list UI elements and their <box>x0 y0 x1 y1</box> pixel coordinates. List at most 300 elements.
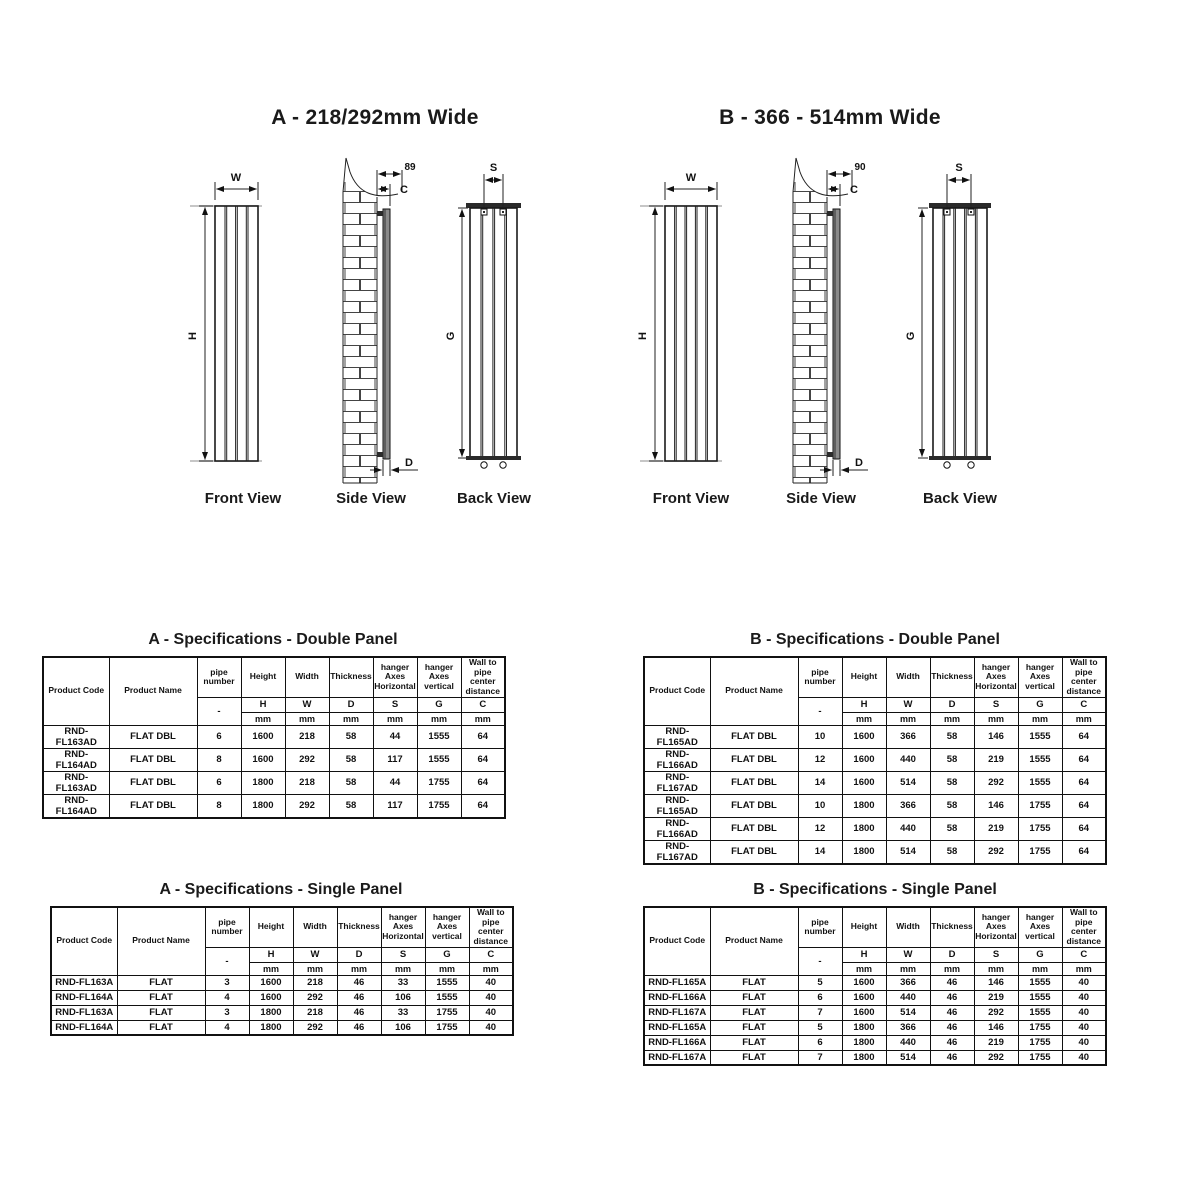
cell: FLAT <box>710 1035 798 1050</box>
cell: 1755 <box>417 794 461 818</box>
header-col-label: hanger Axes vertical <box>1018 907 1062 947</box>
cell: 1600 <box>241 725 285 748</box>
table-row <box>644 990 1106 1005</box>
cell: FLAT <box>117 990 205 1005</box>
cell: 64 <box>1062 817 1106 840</box>
cell: 46 <box>930 1035 974 1050</box>
cell: 64 <box>461 725 505 748</box>
header-col-unit: mm <box>469 962 513 975</box>
cell: RND-FL164AD <box>43 748 109 771</box>
table-b-double-block <box>643 631 1107 865</box>
cell: 218 <box>293 975 337 990</box>
header-col-label: hanger Axes Horizontal <box>381 907 425 947</box>
header-col-unit: mm <box>930 712 974 725</box>
cell: 1600 <box>249 990 293 1005</box>
table-b-double-title: B - Specifications - Double Panel <box>750 631 1000 648</box>
table-row <box>43 725 505 748</box>
header-col-unit: mm <box>886 962 930 975</box>
table-a-double-title: A - Specifications - Double Panel <box>148 631 398 648</box>
header-col-symbol: C <box>1062 947 1106 962</box>
cell: 58 <box>930 794 974 817</box>
header-col-symbol: G <box>1018 697 1062 712</box>
side-view <box>786 146 868 507</box>
cell: 40 <box>1062 1050 1106 1065</box>
header-product-code: Product Code <box>51 907 117 975</box>
header-col-symbol: H <box>241 697 285 712</box>
cell: 64 <box>1062 771 1106 794</box>
back-view <box>445 162 531 507</box>
header-col-label: Thickness <box>337 907 381 947</box>
cell: 1600 <box>842 1005 886 1020</box>
cell: 1755 <box>425 1005 469 1020</box>
cell: 106 <box>381 990 425 1005</box>
section-b-title: B - 366 - 514mm Wide <box>719 106 941 129</box>
header-col-label: Thickness <box>329 657 373 697</box>
wall-bracket-top <box>827 211 833 216</box>
side-view <box>336 146 418 507</box>
table-row <box>644 975 1106 990</box>
table-a-single-title: A - Specifications - Single Panel <box>159 881 403 898</box>
cell: RND-FL165AD <box>644 725 710 748</box>
cell: 1755 <box>1018 1035 1062 1050</box>
rail-bottom <box>929 456 991 460</box>
header-col-unit: mm <box>1018 712 1062 725</box>
cell: RND-FL163AD <box>43 771 109 794</box>
header-col-symbol: G <box>425 947 469 962</box>
dim-label-d: D <box>405 457 413 469</box>
pipe-connection-left <box>944 462 950 468</box>
spec-table-a-single <box>50 906 514 1036</box>
cell: 1600 <box>249 975 293 990</box>
radiator-side-profile <box>383 209 390 459</box>
cell: 1555 <box>425 990 469 1005</box>
wall-bracket-bottom <box>377 452 383 457</box>
header-col-unit: mm <box>285 712 329 725</box>
header-col-symbol: W <box>293 947 337 962</box>
cell: 46 <box>930 975 974 990</box>
cell: 440 <box>886 990 930 1005</box>
table-row <box>43 748 505 771</box>
cell: 40 <box>1062 990 1106 1005</box>
radiator-side-profile <box>833 209 840 459</box>
dim-label-s: S <box>489 162 498 174</box>
pipe-connection-left <box>481 462 487 468</box>
cell: 3 <box>205 1005 249 1020</box>
section-a-diagrams <box>150 106 600 516</box>
header-col-unit: mm <box>241 712 285 725</box>
cell: 58 <box>930 748 974 771</box>
cell: 6 <box>798 990 842 1005</box>
cell: 7 <box>798 1050 842 1065</box>
cell: 1755 <box>1018 1050 1062 1065</box>
cell: 292 <box>285 748 329 771</box>
dim-label-wall-offset: 90 <box>854 162 866 173</box>
header-product-code: Product Code <box>644 907 710 975</box>
table-row <box>644 748 1106 771</box>
header-col-symbol: C <box>1062 697 1106 712</box>
header-col-unit: mm <box>417 712 461 725</box>
cell: 58 <box>329 748 373 771</box>
cell: 46 <box>337 1020 381 1035</box>
cell: 46 <box>337 975 381 990</box>
header-col-symbol: H <box>842 697 886 712</box>
table-row <box>644 725 1106 748</box>
pipe-connection-right <box>968 462 974 468</box>
back-view-label: Back View <box>457 490 531 507</box>
header-product-code: Product Code <box>644 657 710 725</box>
cell: 146 <box>974 725 1018 748</box>
table-row <box>51 990 513 1005</box>
header-col-label: Wall to pipe center distance <box>469 907 513 947</box>
cell: 292 <box>974 840 1018 864</box>
pipe-connection-right <box>500 462 506 468</box>
cell: 1755 <box>1018 794 1062 817</box>
cell: FLAT DBL <box>710 748 798 771</box>
cell: 10 <box>798 725 842 748</box>
cell: RND-FL164AD <box>43 794 109 818</box>
cell: 218 <box>285 725 329 748</box>
cell: FLAT DBL <box>109 725 197 748</box>
cell: 8 <box>197 748 241 771</box>
cell: FLAT DBL <box>710 817 798 840</box>
header-col-symbol: H <box>249 947 293 962</box>
cell: 1600 <box>842 748 886 771</box>
header-col-symbol: W <box>886 947 930 962</box>
cell: 292 <box>293 990 337 1005</box>
cell: 1600 <box>842 990 886 1005</box>
cell: FLAT DBL <box>710 771 798 794</box>
header-col-label: hanger Axes Horizontal <box>373 657 417 697</box>
header-col-label: Wall to pipe center distance <box>461 657 505 697</box>
cell: 1800 <box>842 817 886 840</box>
header-col-label: Width <box>285 657 329 697</box>
cell: FLAT <box>710 990 798 1005</box>
back-view-label: Back View <box>923 490 997 507</box>
cell: 8 <box>197 794 241 818</box>
cell: FLAT DBL <box>109 748 197 771</box>
header-col-unit: mm <box>1062 712 1106 725</box>
cell: 1600 <box>842 771 886 794</box>
table-row <box>644 1005 1106 1020</box>
cell: 292 <box>285 794 329 818</box>
cell: 10 <box>798 794 842 817</box>
cell: 1555 <box>1018 748 1062 771</box>
cell: 146 <box>974 1020 1018 1035</box>
cell: 1755 <box>1018 1020 1062 1035</box>
cell: RND-FL166AD <box>644 817 710 840</box>
table-b-single-title: B - Specifications - Single Panel <box>753 881 997 898</box>
cell: 40 <box>1062 1005 1106 1020</box>
cell: 106 <box>381 1020 425 1035</box>
cell: 46 <box>337 990 381 1005</box>
cell: 64 <box>461 748 505 771</box>
cell: 1800 <box>241 771 285 794</box>
front-view-label: Front View <box>204 490 282 507</box>
wall-bracket-bottom <box>827 452 833 457</box>
table-row <box>644 817 1106 840</box>
cell: FLAT DBL <box>109 794 197 818</box>
cell: 1800 <box>842 794 886 817</box>
cell: 1555 <box>425 975 469 990</box>
cell: 514 <box>886 840 930 864</box>
cell: RND-FL166A <box>644 990 710 1005</box>
header-col-unit: mm <box>249 962 293 975</box>
header-col-symbol: S <box>381 947 425 962</box>
cell: 6 <box>798 1035 842 1050</box>
cell: 146 <box>974 975 1018 990</box>
header-col-unit: mm <box>329 712 373 725</box>
cell: 40 <box>1062 975 1106 990</box>
cell: FLAT <box>117 1005 205 1020</box>
cell: 514 <box>886 1005 930 1020</box>
cell: 44 <box>373 771 417 794</box>
header-product-name: Product Name <box>109 657 197 725</box>
cell: 366 <box>886 794 930 817</box>
cell: 64 <box>1062 725 1106 748</box>
cell: 40 <box>469 990 513 1005</box>
dim-label-w: W <box>230 172 242 184</box>
cell: 1555 <box>417 748 461 771</box>
cell: 1600 <box>241 748 285 771</box>
header-col-label: Wall to pipe center distance <box>1062 657 1106 697</box>
front-view <box>637 172 730 507</box>
cell: 1800 <box>241 794 285 818</box>
cell: 1555 <box>417 725 461 748</box>
cell: 1755 <box>417 771 461 794</box>
cell: RND-FL164A <box>51 990 117 1005</box>
cell: FLAT <box>710 1050 798 1065</box>
cell: 1555 <box>1018 725 1062 748</box>
cell: FLAT <box>117 1020 205 1035</box>
header-col-label: pipe number <box>798 907 842 947</box>
cell: 366 <box>886 1020 930 1035</box>
cell: 33 <box>381 975 425 990</box>
cell: 4 <box>205 990 249 1005</box>
cell: 12 <box>798 748 842 771</box>
table-row <box>644 1035 1106 1050</box>
cell: 46 <box>930 1050 974 1065</box>
cell: 64 <box>461 771 505 794</box>
cell: 46 <box>930 990 974 1005</box>
cell: 292 <box>974 771 1018 794</box>
cell: 219 <box>974 748 1018 771</box>
section-b-diagrams <box>600 106 1060 516</box>
cell: 1555 <box>1018 1005 1062 1020</box>
header-col-symbol: - <box>798 947 842 975</box>
front-view-label: Front View <box>652 490 730 507</box>
cell: RND-FL165A <box>644 975 710 990</box>
cell: 219 <box>974 1035 1018 1050</box>
dim-label-g: G <box>445 331 457 341</box>
header-col-label: Width <box>886 657 930 697</box>
header-col-unit: mm <box>1062 962 1106 975</box>
cell: RND-FL163AD <box>43 725 109 748</box>
cell: 14 <box>798 771 842 794</box>
header-product-name: Product Name <box>710 907 798 975</box>
spec-table-b-double <box>643 656 1107 865</box>
table-row <box>644 1020 1106 1035</box>
table-row <box>644 1050 1106 1065</box>
spec-table-b-single <box>643 906 1107 1066</box>
cell: 514 <box>886 771 930 794</box>
cell: RND-FL167A <box>644 1005 710 1020</box>
cell: RND-FL167AD <box>644 771 710 794</box>
header-col-symbol: S <box>373 697 417 712</box>
cell: FLAT <box>710 1020 798 1035</box>
cell: 146 <box>974 794 1018 817</box>
cell: 117 <box>373 748 417 771</box>
table-a-double-block <box>42 631 504 819</box>
table-row <box>644 771 1106 794</box>
header-col-label: hanger Axes vertical <box>425 907 469 947</box>
cell: 40 <box>469 1020 513 1035</box>
header-col-label: hanger Axes vertical <box>417 657 461 697</box>
cell: FLAT DBL <box>109 771 197 794</box>
rail-bottom <box>466 456 521 460</box>
cell: 40 <box>1062 1035 1106 1050</box>
header-col-label: Thickness <box>930 907 974 947</box>
front-view <box>187 172 282 507</box>
header-col-unit: mm <box>886 712 930 725</box>
header-col-unit: mm <box>974 712 1018 725</box>
cell: 46 <box>930 1020 974 1035</box>
cell: 1600 <box>842 975 886 990</box>
cell: 1800 <box>842 1035 886 1050</box>
cell: 58 <box>930 725 974 748</box>
cell: 12 <box>798 817 842 840</box>
cell: 40 <box>1062 1020 1106 1035</box>
cell: RND-FL163A <box>51 1005 117 1020</box>
header-col-label: Height <box>241 657 285 697</box>
cell: 514 <box>886 1050 930 1065</box>
cell: 14 <box>798 840 842 864</box>
cell: 40 <box>469 1005 513 1020</box>
cell: 64 <box>1062 840 1106 864</box>
cell: 33 <box>381 1005 425 1020</box>
header-col-label: Height <box>842 907 886 947</box>
cell: 366 <box>886 725 930 748</box>
cell: 58 <box>930 817 974 840</box>
table-row <box>51 1005 513 1020</box>
cell: 7 <box>798 1005 842 1020</box>
header-col-symbol: S <box>974 947 1018 962</box>
cell: 6 <box>197 725 241 748</box>
cell: 1755 <box>425 1020 469 1035</box>
cell: 440 <box>886 817 930 840</box>
header-col-unit: mm <box>381 962 425 975</box>
cell: FLAT DBL <box>710 794 798 817</box>
header-col-unit: mm <box>974 962 1018 975</box>
header-col-unit: mm <box>1018 962 1062 975</box>
wall-bracket-top <box>377 211 383 216</box>
table-row <box>644 794 1106 817</box>
cell: 58 <box>329 794 373 818</box>
cell: RND-FL167A <box>644 1050 710 1065</box>
dim-label-h: H <box>187 332 199 340</box>
cell: 46 <box>337 1005 381 1020</box>
header-col-label: hanger Axes vertical <box>1018 657 1062 697</box>
header-col-symbol: D <box>329 697 373 712</box>
header-col-unit: mm <box>842 712 886 725</box>
header-col-symbol: S <box>974 697 1018 712</box>
cell: RND-FL165AD <box>644 794 710 817</box>
cell: 1800 <box>249 1005 293 1020</box>
header-col-unit: mm <box>425 962 469 975</box>
cell: FLAT DBL <box>710 840 798 864</box>
cell: FLAT <box>117 975 205 990</box>
cell: 1555 <box>1018 990 1062 1005</box>
table-row <box>43 794 505 818</box>
cell: 58 <box>930 840 974 864</box>
header-col-label: Thickness <box>930 657 974 697</box>
cell: 1800 <box>842 1050 886 1065</box>
cell: RND-FL166A <box>644 1035 710 1050</box>
section-a-title: A - 218/292mm Wide <box>271 106 479 129</box>
cell: 218 <box>285 771 329 794</box>
header-col-unit: mm <box>842 962 886 975</box>
header-product-name: Product Name <box>710 657 798 725</box>
cell: RND-FL163A <box>51 975 117 990</box>
cell: 1555 <box>1018 771 1062 794</box>
cell: 6 <box>197 771 241 794</box>
header-col-label: Height <box>249 907 293 947</box>
header-col-symbol: W <box>886 697 930 712</box>
header-col-symbol: C <box>469 947 513 962</box>
header-col-symbol: - <box>205 947 249 975</box>
cell: 64 <box>1062 748 1106 771</box>
table-row <box>51 1020 513 1035</box>
cell: 1800 <box>842 840 886 864</box>
cell: 3 <box>205 975 249 990</box>
dim-label-d: D <box>855 457 863 469</box>
cell: 5 <box>798 975 842 990</box>
cell: 64 <box>461 794 505 818</box>
cell: 1555 <box>1018 975 1062 990</box>
cell: 58 <box>329 725 373 748</box>
cell: 1755 <box>1018 817 1062 840</box>
header-col-symbol: - <box>197 697 241 725</box>
header-product-name: Product Name <box>117 907 205 975</box>
header-col-symbol: C <box>461 697 505 712</box>
header-col-label: Height <box>842 657 886 697</box>
cell: 366 <box>886 975 930 990</box>
cell: 292 <box>974 1005 1018 1020</box>
dim-label-g: G <box>905 331 917 341</box>
header-col-label: pipe number <box>197 657 241 697</box>
header-col-symbol: H <box>842 947 886 962</box>
cell: 40 <box>469 975 513 990</box>
dim-label-w: W <box>685 172 697 184</box>
cell: 5 <box>798 1020 842 1035</box>
cell: 46 <box>930 1005 974 1020</box>
table-row <box>51 975 513 990</box>
cell: 1800 <box>249 1020 293 1035</box>
dim-label-s: S <box>955 162 963 174</box>
cell: RND-FL164A <box>51 1020 117 1035</box>
cell: 292 <box>293 1020 337 1035</box>
header-col-unit: mm <box>373 712 417 725</box>
header-col-unit: mm <box>930 962 974 975</box>
cell: RND-FL166AD <box>644 748 710 771</box>
side-view-label: Side View <box>336 490 406 507</box>
cell: 219 <box>974 990 1018 1005</box>
table-b-single-block <box>643 881 1107 1066</box>
cell: 292 <box>974 1050 1018 1065</box>
cell: 1755 <box>1018 840 1062 864</box>
header-col-unit: mm <box>293 962 337 975</box>
cell: 117 <box>373 794 417 818</box>
header-col-symbol: D <box>337 947 381 962</box>
